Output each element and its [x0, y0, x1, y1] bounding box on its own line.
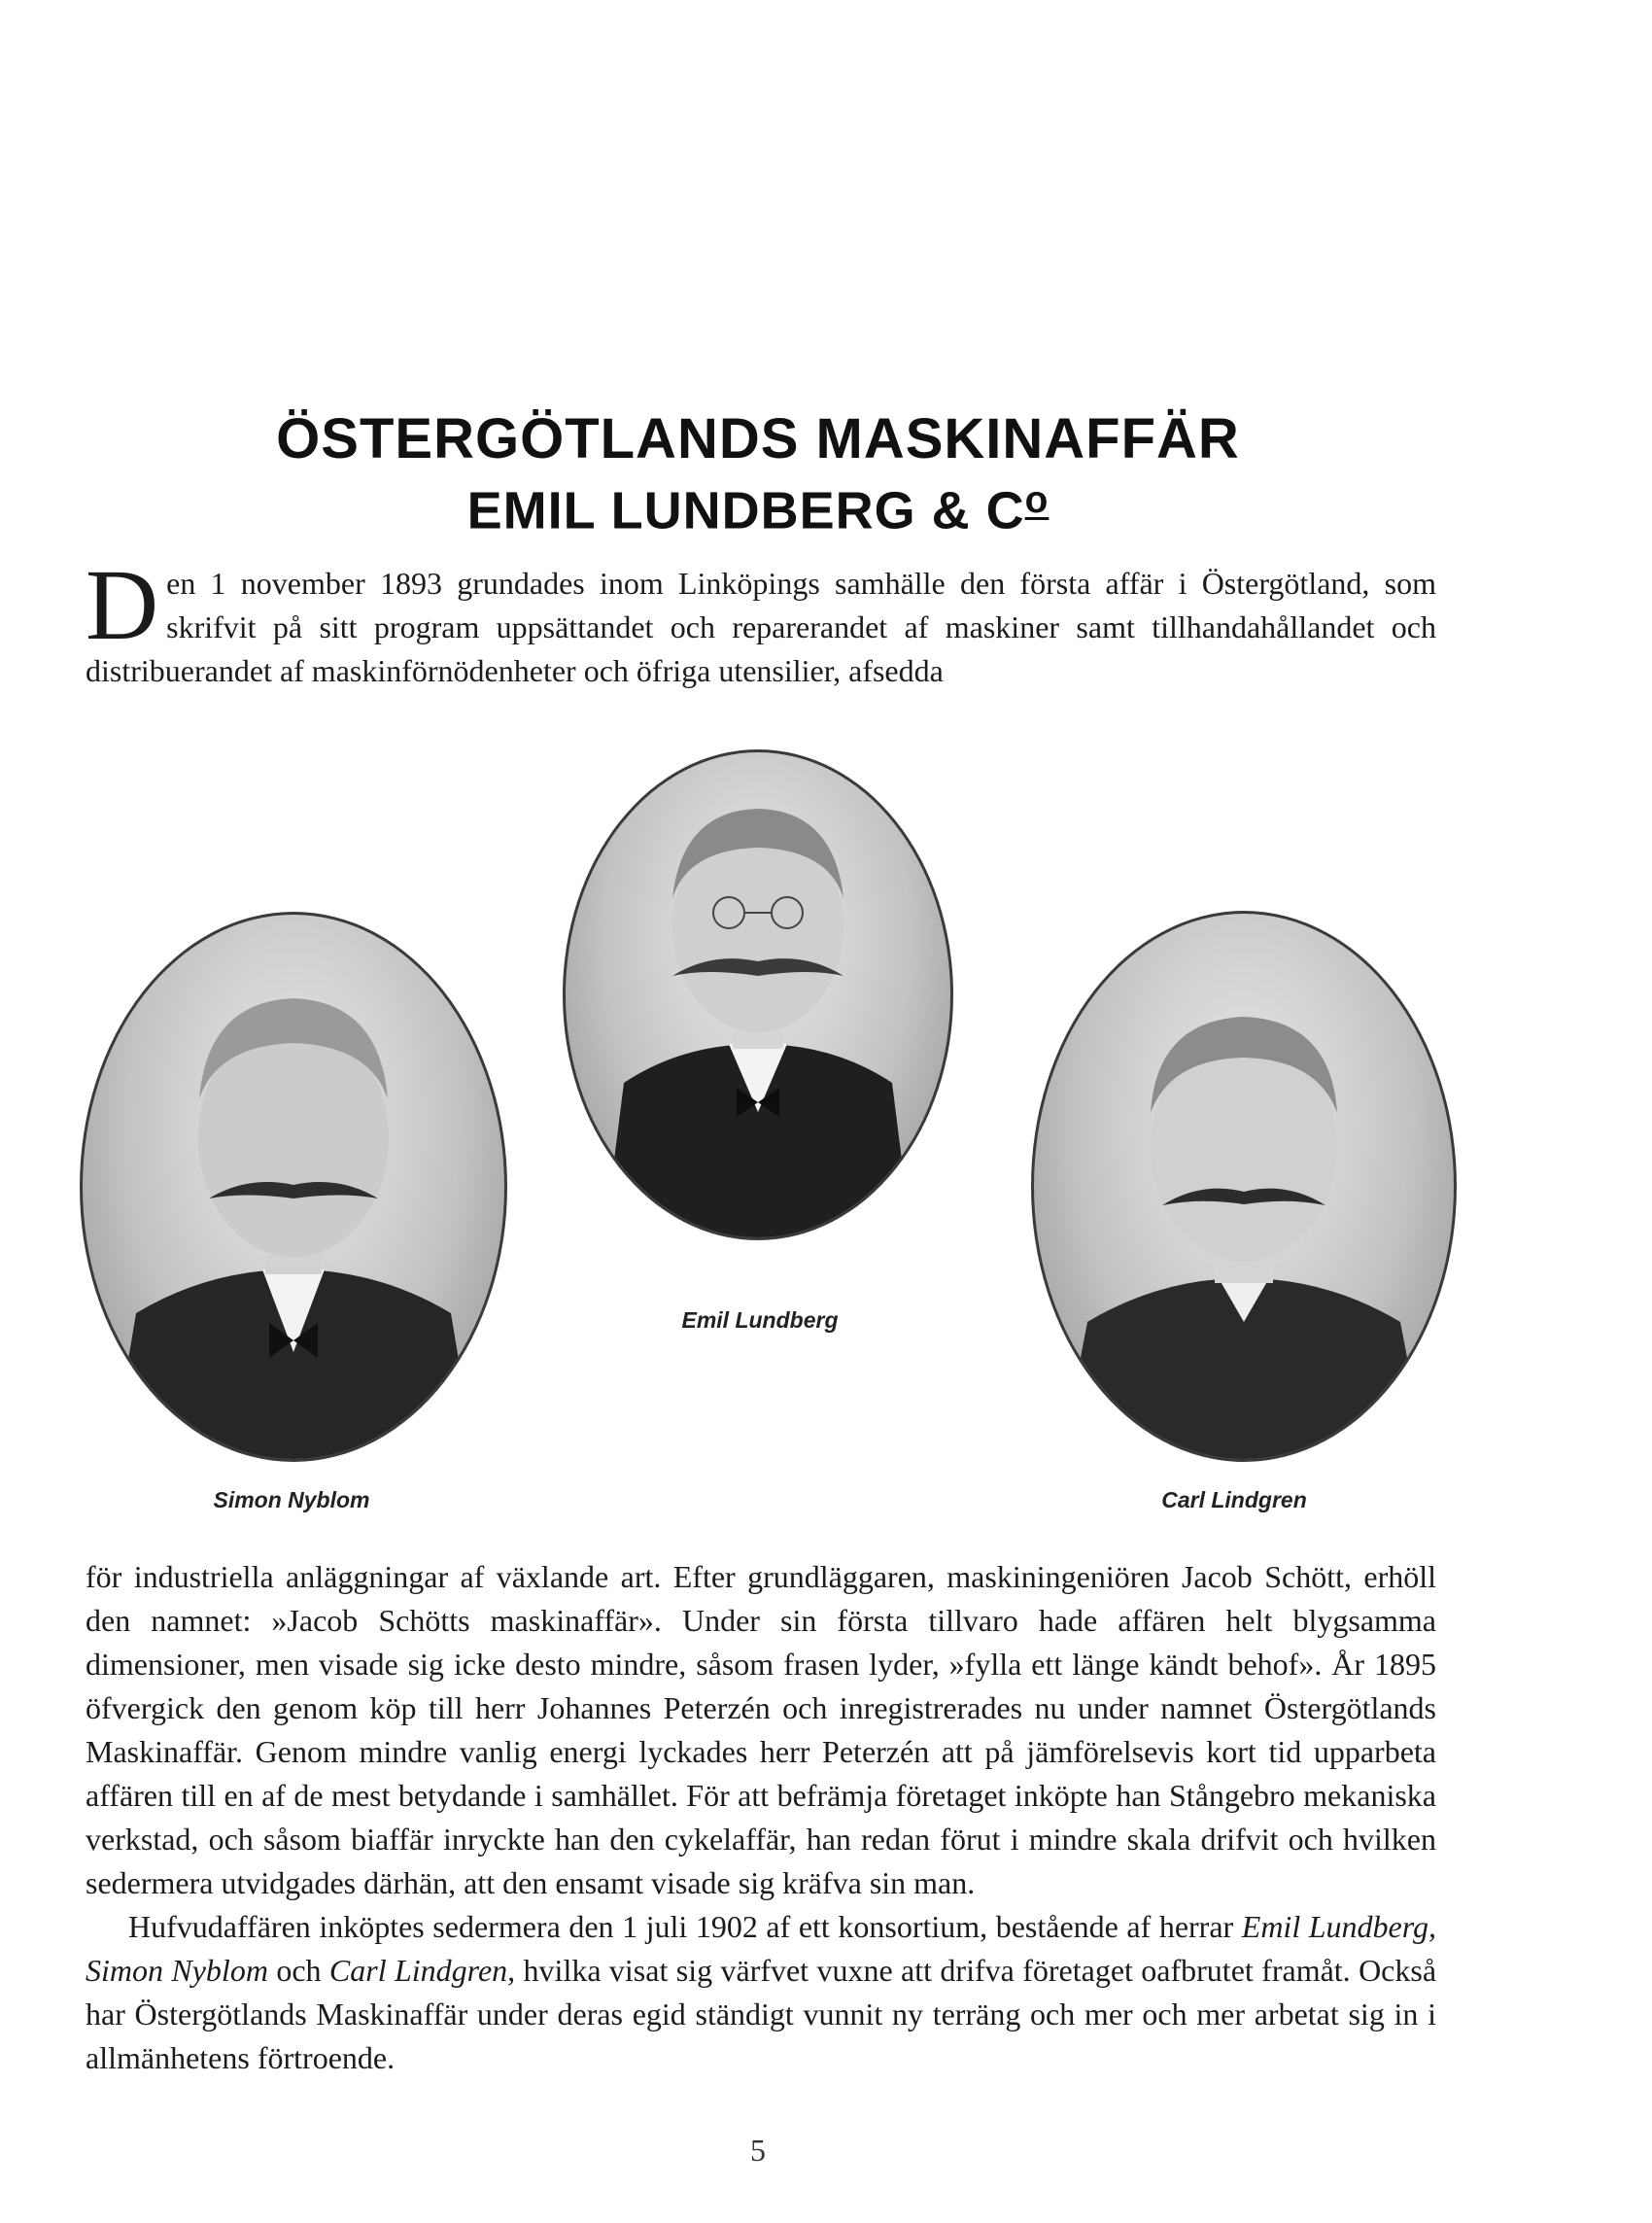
caption-emil-lundberg: Emil Lundberg [681, 1307, 839, 1333]
name-simon-nyblom: Simon Nyblom [86, 1953, 268, 1988]
intro-text: en 1 november 1893 grundades inom Linköpings samhälle den första affär i Östergötland, som skrifvit på sitt program uppsättandet och reparerandet af maskiner samt tillhandahållandet och distribuerandet af maskinförnödenheter och öfriga utensilier, afsedda [86, 566, 1436, 688]
page-title: ÖSTERGÖTLANDS MASKINAFFÄR [276, 407, 1240, 470]
subtitle-main: EMIL LUNDBERG & C [466, 481, 1025, 540]
page-subtitle [0, 479, 1516, 540]
drop-cap: D [86, 549, 159, 661]
p2-end: hvilka visat sig värfvet vuxne att drifva företaget oafbrutet framåt. Också har Östergötlands Maskinaffär under deras egid ständigt vunnit ny terräng och mer och mer arbetat sig in i allmänhetens förtroende. [86, 1953, 1437, 2075]
caption-carl-lindgren: Carl Lindgren [1161, 1487, 1307, 1512]
portrait-carl-lindgren [1031, 911, 1457, 1462]
portrait-emil-lundberg [563, 749, 953, 1240]
portrait-simon-nyblom [80, 912, 507, 1462]
portrait-emil-photo [566, 752, 950, 1237]
body-paragraph-2 [86, 1905, 1436, 2080]
body-text [86, 1555, 1436, 2080]
portrait-carl-photo [1034, 914, 1454, 1459]
subtitle-superscript: o [1024, 479, 1050, 521]
name-emil-lundberg: Emil Lundberg, [1241, 1909, 1437, 1944]
p2-and: och [276, 1953, 322, 1988]
portrait-simon-photo [83, 915, 504, 1459]
caption-simon-nyblom: Simon Nyblom [213, 1487, 370, 1512]
page-number: 5 [750, 2133, 766, 2168]
intro-paragraph [86, 549, 1436, 693]
p2-start: Hufvudaffären inköptes sedermera den 1 juli 1902 af ett konsortium, bestående af herrar [128, 1909, 1234, 1944]
body-paragraph-1: för industriella anläggningar af växlande art. Efter grundläggaren, maskiningeniören Jacob Schött, erhöll den namnet: »Jacob Schötts maskinaffär». Under sin första tillvaro hade affären helt blygsamma dimensioner, men visade sig icke desto mindre, såsom frasen lyder, »fylla ett länge kändt behof». År 1895 öfvergick den genom köp till herr Johannes Peterzén och inregistrerades nu under namnet Östergötlands Maskinaffär. Genom mindre vanlig energi lyckades herr Peterzén att på jämförelsevis kort tid upparbeta affären till en af de mest betydande i samhället. För att befrämja företaget inköpte han Stångebro mekaniska verkstad, och såsom biaffär inryckte han den cykelaffär, han redan förut i mindre skala drifvit och hvilken sedermera utvidgades därhän, att den ensamt visade sig kräfva sin man. [86, 1559, 1436, 1900]
name-carl-lindgren: Carl Lindgren, [328, 1953, 516, 1988]
